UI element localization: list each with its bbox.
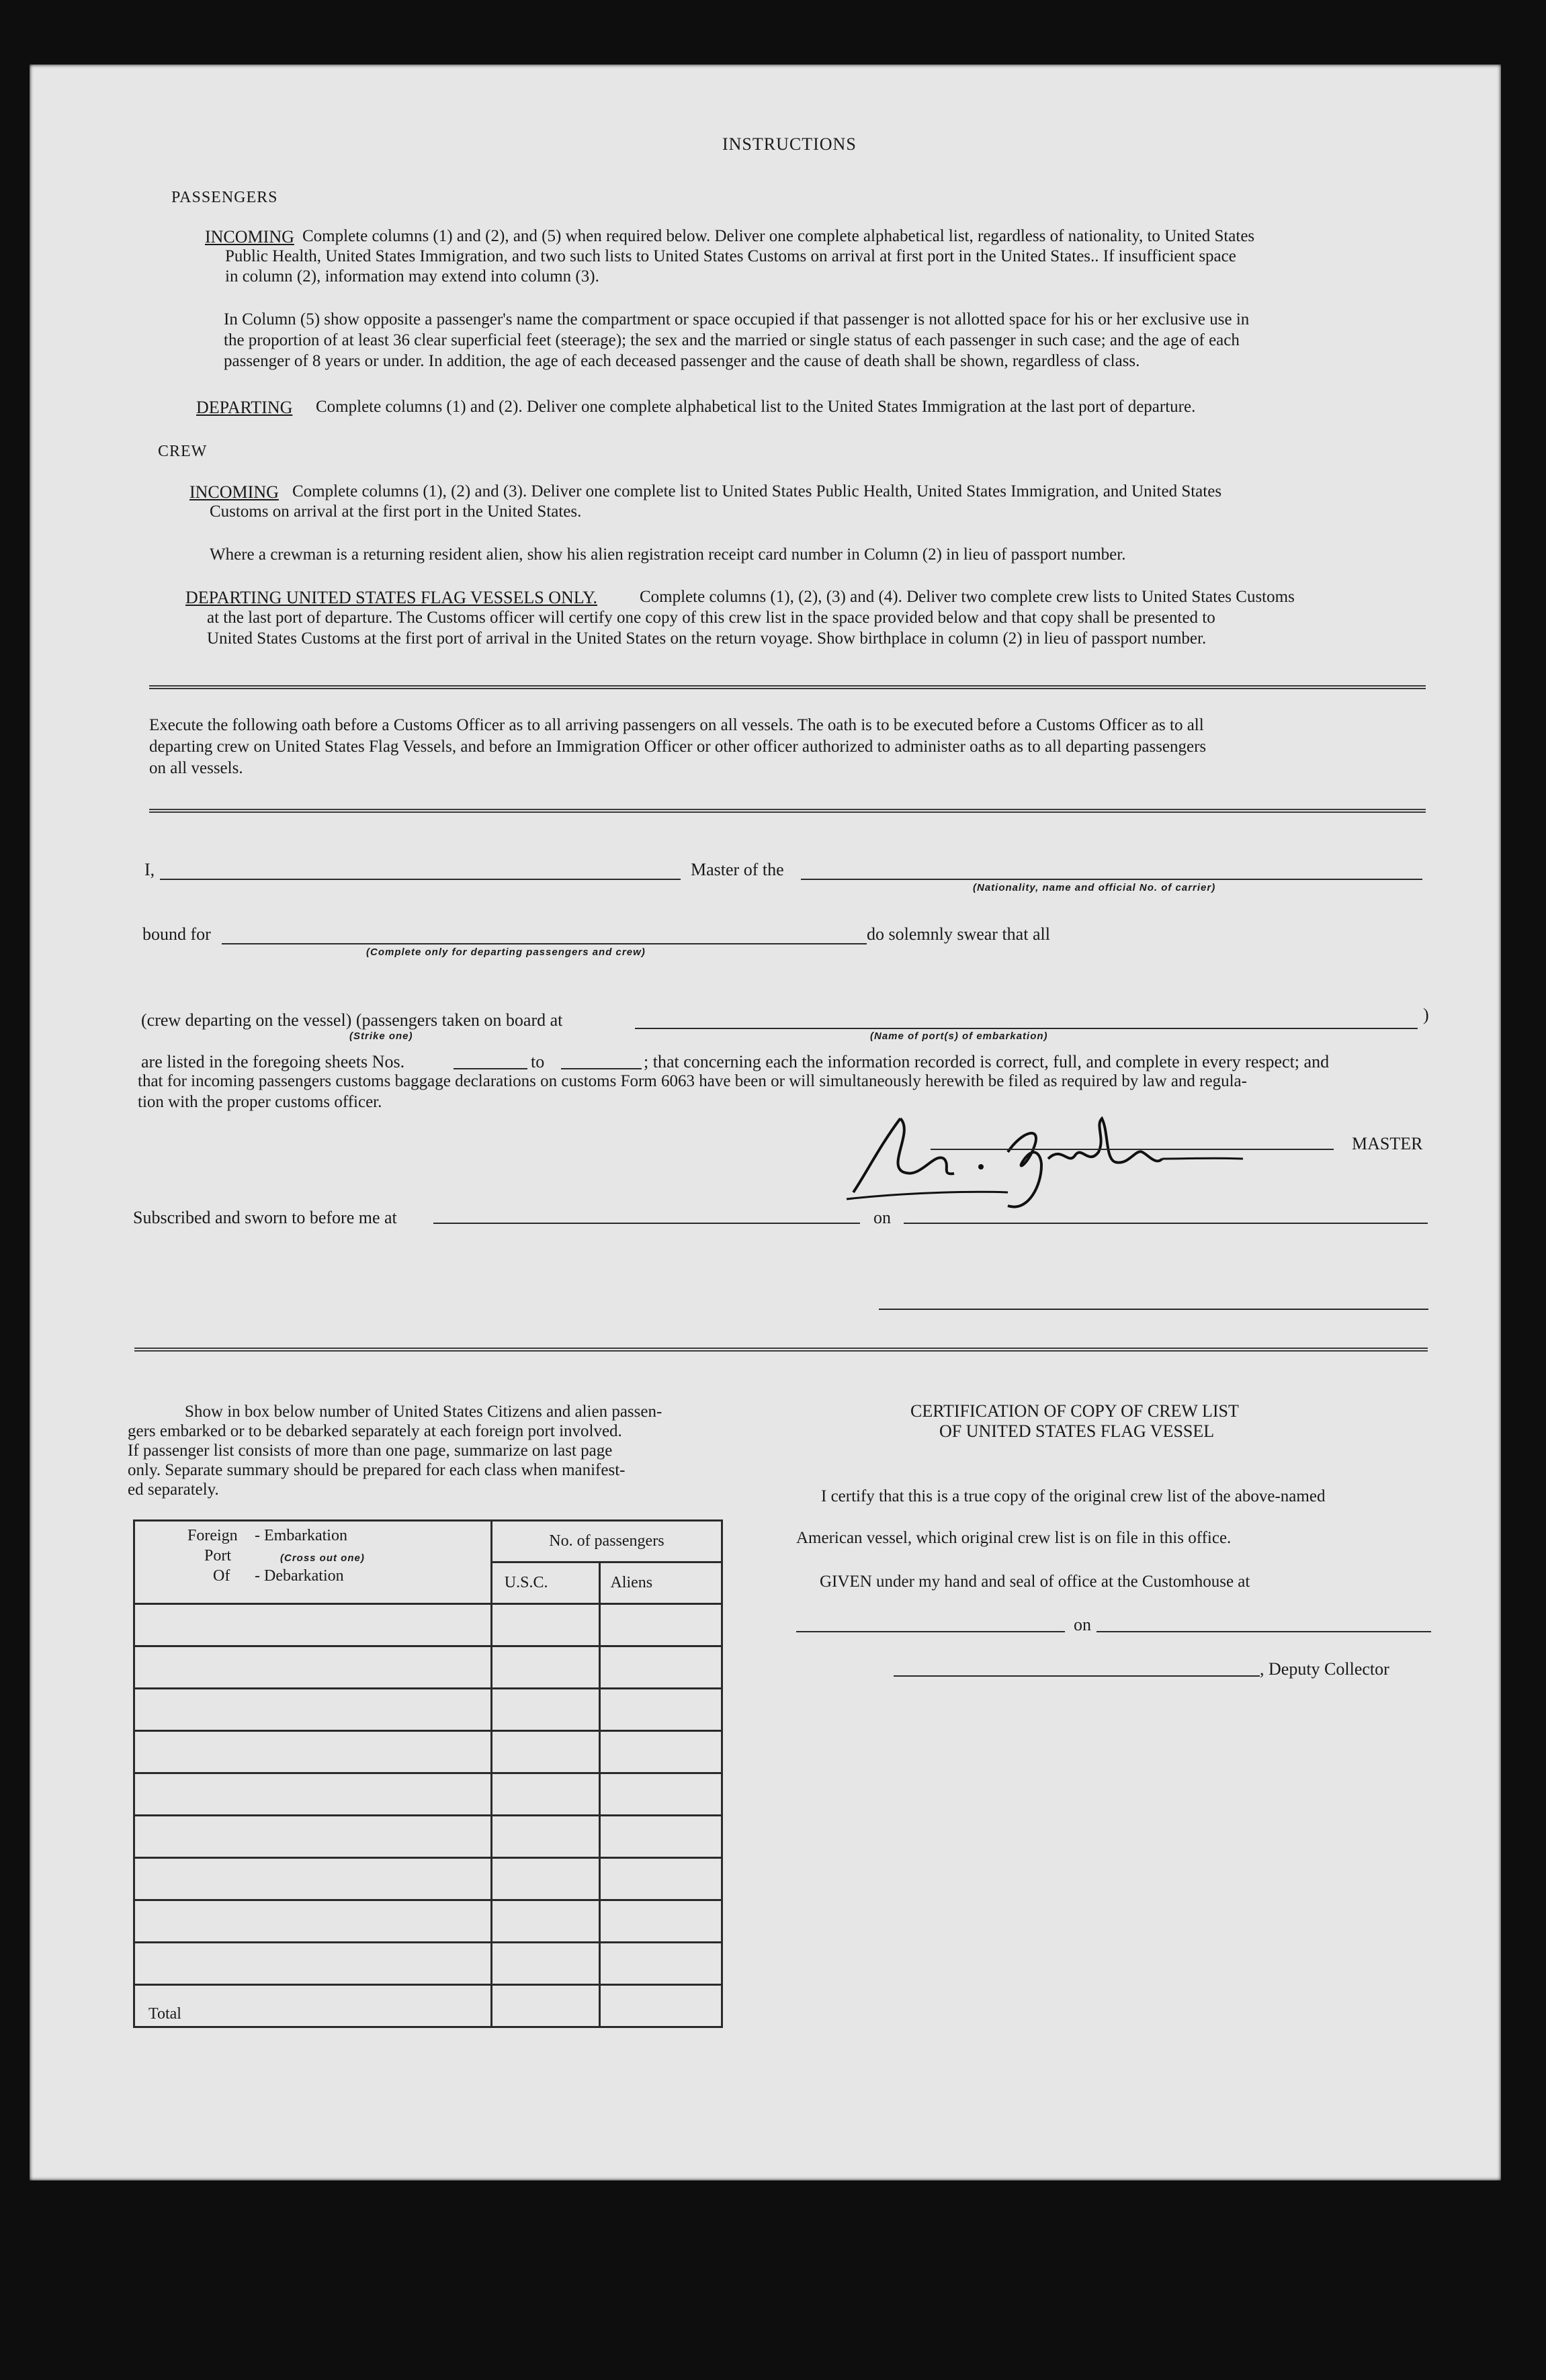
port-cell[interactable] [134,1646,492,1689]
foreign-label: Foreign [187,1527,238,1544]
certification-line-1: I certify that this is a true copy of the original crew list of the above-named [821,1487,1326,1505]
sheet-to-field[interactable] [561,1068,642,1069]
aliens-cell[interactable] [600,1816,722,1858]
passengers-incoming-line-1: Complete columns (1) and (2), and (5) when required below. Deliver one complete alphabetical list, regardless of nationality, to United States [302,227,1255,245]
passengers-incoming-label: INCOMING [205,227,294,247]
bound-for-field[interactable] [222,943,867,944]
certification-line-2: American vessel, which original crew list is on file in this office. [796,1529,1232,1547]
certification-date-field[interactable] [1097,1631,1431,1632]
column5-line-1: In Column (5) show opposite a passenger's name the compartment or space occupied if that passenger is not allotted space for his or her exclusive use in [224,310,1250,328]
oath-line-2: that for incoming passengers customs baggage declarations on customs Form 6063 have been or will simultaneously herewith be filed as required by law and regula- [138,1072,1247,1090]
oath-i-label: I, [144,860,155,879]
usc-cell[interactable] [491,1604,600,1646]
listed-prefix: are listed in the foregoing sheets Nos. [141,1052,405,1071]
carrier-field[interactable] [801,879,1422,880]
aliens-cell[interactable] [600,1731,722,1773]
column5-line-3: passenger of 8 years or under. In addition, the age of each deceased passenger and the cause of death shall be shown, regardless of class. [224,352,1140,370]
instructions-title: INSTRUCTIONS [722,134,857,154]
embarkation-label: - Embarkation [255,1527,347,1544]
certification-title-line-1: CERTIFICATION OF COPY OF CREW LIST [910,1401,1239,1421]
crew-incoming-line-1: Complete columns (1), (2) and (3). Deliver one complete list to United States Public Health, United States Immigration, and United States [292,482,1222,500]
summary-instruction-line-4: only. Separate summary should be prepared for each class when manifest- [128,1461,626,1479]
cross-out-hint: (Cross out one) [280,1552,365,1564]
departing-only-hint: (Complete only for departing passengers and crew) [366,946,646,958]
to-label: to [531,1052,545,1071]
usc-cell[interactable] [491,1858,600,1900]
usc-header: U.S.C. [491,1562,600,1604]
usc-cell[interactable] [491,1900,600,1943]
aliens-header: Aliens [600,1562,722,1604]
nationality-hint: (Nationality, name and official No. of carrier) [973,882,1216,893]
usc-cell[interactable] [491,1816,600,1858]
close-paren: ) [1423,1005,1429,1024]
passengers-header: No. of passengers [491,1521,722,1562]
summary-instruction-line-2: gers embarked or to be debarked separately at each foreign port involved. [128,1422,622,1440]
section-divider-1 [149,685,1426,689]
aliens-cell[interactable] [600,1604,722,1646]
crew-incoming-label: INCOMING [189,482,279,502]
embarkation-port-field[interactable] [635,1028,1418,1029]
port-cell[interactable] [134,1604,492,1646]
master-of-label: Master of the [691,860,784,879]
crew-departing-line-1: Complete columns (1), (2), (3) and (4). Deliver two complete crew lists to United States Customs [640,588,1295,606]
aliens-cell[interactable] [600,1900,722,1943]
certification-on-label: on [1074,1615,1091,1634]
passengers-incoming-line-2: Public Health, United States Immigration, and two such lists to United States Customs on arrival at first port in the United States.. If insufficient space [225,247,1236,265]
crew-resident-note: Where a crewman is a returning resident alien, show his alien registration receipt card number in Column (2) in lieu of passport number. [210,545,1126,564]
passengers-incoming-line-3: in column (2), information may extend into column (3). [225,267,599,285]
port-cell[interactable] [134,1816,492,1858]
crew-heading: CREW [158,443,208,460]
passengers-departing-label: DEPARTING [196,398,293,417]
port-cell[interactable] [134,1858,492,1900]
officer-signature-field[interactable] [879,1309,1428,1310]
master-signature-line [931,1149,1334,1150]
aliens-cell[interactable] [600,1858,722,1900]
bound-for-label: bound for [142,924,211,944]
port-cell[interactable] [134,1773,492,1816]
master-name-field[interactable] [160,879,681,880]
summary-instruction-line-3: If passenger list consists of more than one page, summarize on last page [128,1442,613,1460]
subscribed-label: Subscribed and sworn to before me at [133,1208,397,1227]
crew-departing-label: DEPARTING UNITED STATES FLAG VESSELS ONLY. [185,588,597,607]
port-hint: (Name of port(s) of embarkation) [870,1030,1048,1042]
total-aliens-cell[interactable] [600,1985,722,2027]
of-label: Of [213,1567,230,1585]
certification-title-line-2: OF UNITED STATES FLAG VESSEL [939,1421,1215,1441]
customhouse-field[interactable] [796,1631,1065,1632]
summary-instruction-line-5: ed separately. [128,1481,219,1499]
passenger-summary-table [133,1519,723,2028]
passengers-heading: PASSENGERS [171,189,278,206]
certification-line-3: GIVEN under my hand and seal of office at the Customhouse at [820,1573,1250,1591]
oath-instructions-line-2: departing crew on United States Flag Vessels, and before an Immigration Officer or other officer authorized to administer oaths as to all departing passengers [149,738,1207,756]
crew-incoming-line-2: Customs on arrival at the first port in the United States. [210,502,582,521]
passengers-departing-text: Complete columns (1) and (2). Deliver one complete alphabetical list to the United States Immigration at the last port of departure. [316,398,1196,416]
debarkation-label: - Debarkation [255,1567,344,1585]
port-cell[interactable] [134,1689,492,1731]
crew-passengers-text: (crew departing on the vessel) (passengers taken on board at [141,1010,563,1030]
sheet-from-field[interactable] [454,1068,527,1069]
aliens-cell[interactable] [600,1646,722,1689]
strike-one-hint: (Strike one) [349,1030,413,1042]
usc-cell[interactable] [491,1943,600,1985]
section-divider-2 [149,809,1426,813]
usc-cell[interactable] [491,1773,600,1816]
section-divider-3 [134,1348,1428,1352]
crew-departing-line-3: United States Customs at the first port of arrival in the United States on the return voyage. Show birthplace in column (2) in lieu of passport number. [207,629,1207,648]
summary-instruction-line-1: Show in box below number of United States Citizens and alien passen- [185,1403,662,1421]
port-cell[interactable] [134,1731,492,1773]
port-header-cell [134,1521,492,1604]
listed-suffix: ; that concerning each the information recorded is correct, full, and complete in every respect; and [644,1052,1330,1071]
total-label: Total [134,1985,492,2027]
deputy-collector-label: , Deputy Collector [1260,1659,1389,1679]
aliens-cell[interactable] [600,1773,722,1816]
deputy-collector-signature-field[interactable] [894,1675,1260,1677]
port-cell[interactable] [134,1943,492,1985]
master-label: MASTER [1352,1134,1423,1153]
sworn-on-label: on [873,1208,891,1227]
sworn-place-field[interactable] [433,1223,860,1224]
column5-line-2: the proportion of at least 36 clear superficial feet (steerage); the sex and the married or single status of each passenger in such case; and the age of each [224,331,1240,349]
port-cell[interactable] [134,1900,492,1943]
crew-departing-line-2: at the last port of departure. The Customs officer will certify one copy of this crew list in the space provided below and that copy shall be presented to [207,609,1215,627]
usc-cell[interactable] [491,1689,600,1731]
aliens-cell[interactable] [600,1689,722,1731]
master-signature [840,1092,1350,1219]
swear-text: do solemnly swear that all [867,924,1050,944]
sworn-date-field[interactable] [904,1223,1428,1224]
total-usc-cell[interactable] [491,1985,600,2027]
aliens-cell[interactable] [600,1943,722,1985]
usc-cell[interactable] [491,1646,600,1689]
oath-instructions-line-1: Execute the following oath before a Customs Officer as to all arriving passengers on all vessels. The oath is to be executed before a Customs Officer as to all [149,716,1204,734]
oath-instructions-line-3: on all vessels. [149,759,243,777]
oath-line-3: tion with the proper customs officer. [138,1093,382,1111]
port-label: Port [204,1547,232,1564]
usc-cell[interactable] [491,1731,600,1773]
